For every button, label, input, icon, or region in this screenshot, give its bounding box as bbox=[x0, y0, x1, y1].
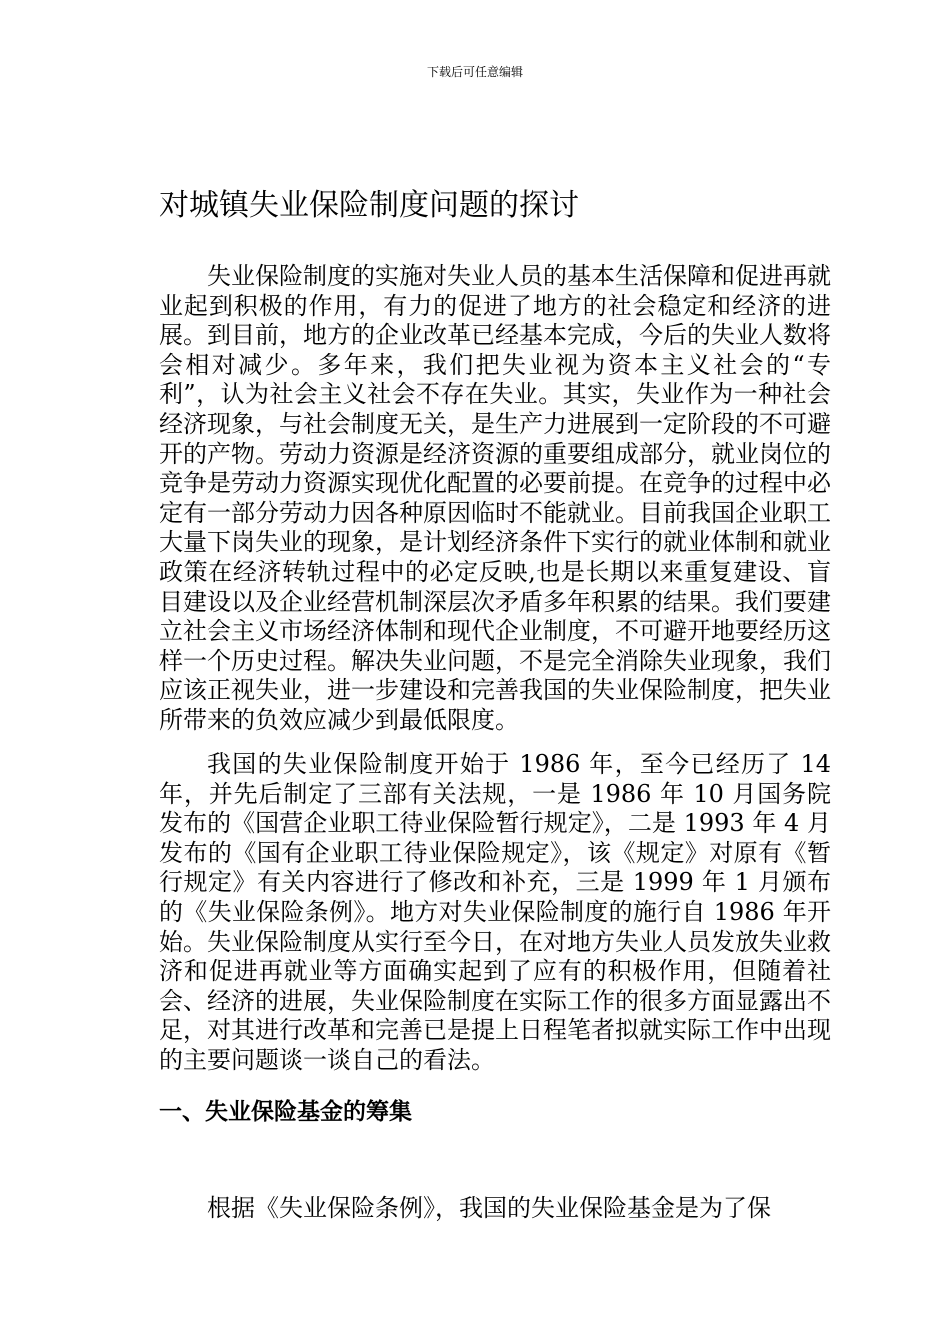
body-paragraph-2: 我国的失业保险制度开始于 1986 年，至今已经历了 14 年，并先后制定了三部有关法规，一是 1986 年 10 月国务院发布的《国营企业职工待业保险暂行规定》，二是 1993 年 4 月发布的《国有企业职工待业保险规定》，该《规定》对原有《暂行规定》有关内容进行了修改和补充，三是 1999 年 1 月颁布的《失业保险条例》。地方对失业保险制度的施行自 1986 年开始。失业保险制度从实行至今日，在对地方失业人员发放失业救济和促进再就业等方面确实起到了应有的积极作用，但随着社会、经济的进展，失业保险制度在实际工作的很多方面显露出不足，对其进行改革和完善已是提上日程笔者拟就实际工作中出现的主要问题谈一谈自己的看法。 bbox=[159, 750, 831, 1074]
page-title: 对城镇失业保险制度问题的探讨 bbox=[159, 188, 579, 223]
section-paragraph: 根据《失业保险条例》，我国的失业保险基金是为了保 bbox=[207, 1194, 771, 1222]
section-heading: 一、失业保险基金的筹集 bbox=[159, 1099, 412, 1125]
body-paragraph-1: 失业保险制度的实施对失业人员的基本生活保障和促进再就业起到积极的作用，有力的促进了地方的社会稳定和经济的进展。到目前，地方的企业改革已经基本完成，今后的失业人数将会相对减少。多年来，我们把失业视为资本主义社会的“专利”，认为社会主义社会不存在失业。其实，失业作为一种社会经济现象，与社会制度无关，是生产力进展到一定阶段的不可避开的产物。劳动力资源是经济资源的重要组成部分，就业岗位的竞争是劳动力资源实现优化配置的必要前提。在竞争的过程中必定有一部分劳动力因各种原因临时不能就业。目前我国企业职工大量下岗失业的现象，是计划经济条件下实行的就业体制和就业政策在经济转轨过程中的必定反映,也是长期以来重复建设、盲目建设以及企业经营机制深层次矛盾多年积累的结果。我们要建立社会主义市场经济体制和现代企业制度，不可避开地要经历这样一个历史过程。解决失业问题，不是完全消除失业现象，我们应该正视失业，进一步建设和完善我国的失业保险制度，把失业所带来的负效应减少到最低限度。 bbox=[159, 262, 831, 734]
page-header-note: 下载后可任意编辑 bbox=[426, 65, 523, 79]
